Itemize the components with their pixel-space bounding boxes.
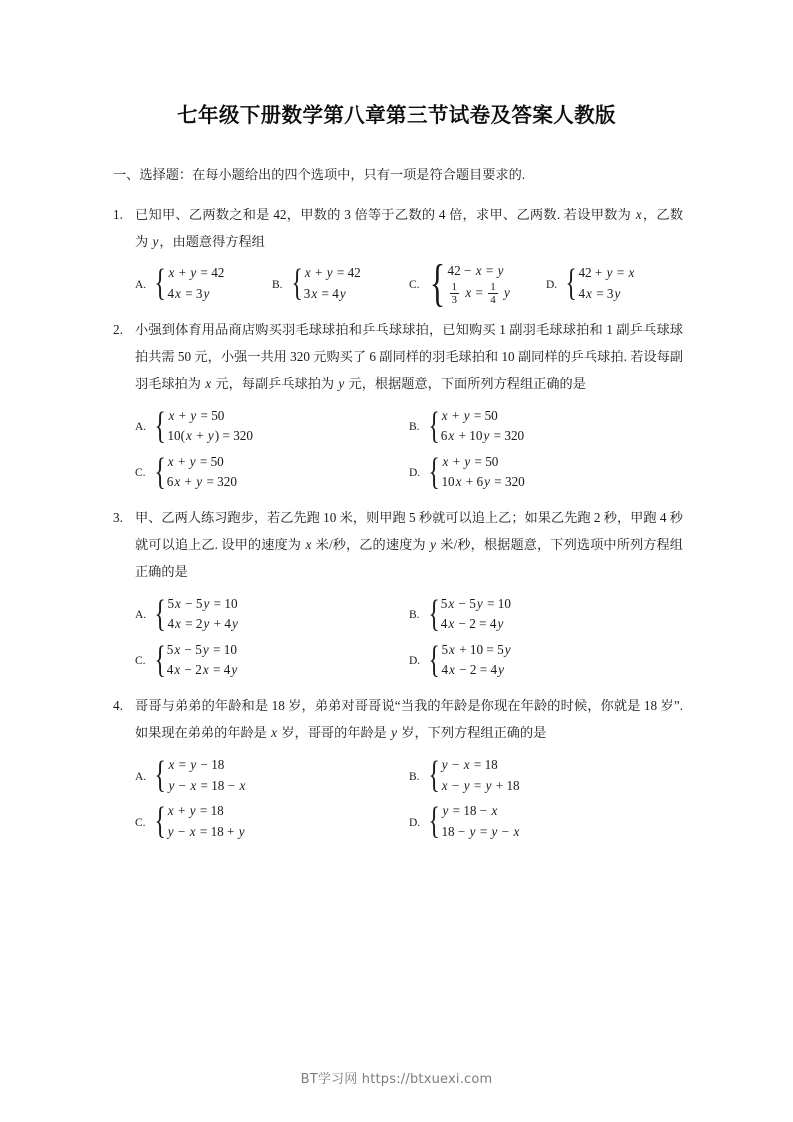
equation-line: $\frac{1}{3}$ x = $\frac{1}{4}$ y — [451, 280, 510, 307]
equation-line: y = 18 − x — [442, 803, 498, 819]
equation-system — [151, 263, 224, 304]
equation-system — [151, 452, 237, 493]
equation-lines — [441, 755, 520, 796]
equation-line: 3x = 4y — [303, 285, 346, 301]
equation-line: y − x = 18 — [441, 757, 498, 773]
question-4 — [113, 692, 683, 844]
equation-lines — [304, 263, 361, 304]
option-label: A. — [135, 421, 147, 434]
equation-system — [562, 263, 635, 304]
equation-lines — [448, 261, 511, 307]
option-label: B. — [272, 278, 283, 291]
equation-lines — [167, 452, 237, 493]
question-3 — [113, 504, 683, 683]
option-label: C. — [409, 278, 420, 291]
equation-line: 10(x + y) = 320 — [167, 428, 253, 444]
question-text: 小强到体育用品商店购买羽毛球球拍和乒乓球球拍，已知购买 1 副羽毛球球拍和 1 副乒乓球球拍共需 50 元，小强一共用 320 元购买了 6 副同样的羽毛球拍和 10 副同样的乒乓球拍. 若设每副羽毛球拍为 x 元，每副乒乓球拍为 y 元，根据题意，下面所列方程组正确的是 — [135, 322, 683, 392]
equation-system — [151, 755, 246, 796]
equation-system — [151, 801, 246, 842]
option-b[interactable] — [409, 753, 683, 799]
option-group — [135, 591, 683, 683]
option-a[interactable] — [135, 591, 409, 637]
equation-system — [425, 640, 511, 681]
equation-lines — [167, 594, 238, 635]
left-brace-icon: { — [154, 799, 166, 842]
equation-lines — [441, 801, 520, 842]
left-brace-icon: { — [428, 404, 440, 447]
option-row — [135, 637, 683, 683]
equation-line: x + y = 18 — [167, 803, 224, 819]
equation-line: 5x − 5y = 10 — [167, 595, 238, 611]
option-b[interactable] — [409, 591, 683, 637]
option-label: A. — [135, 770, 147, 783]
equation-system — [425, 594, 511, 635]
equation-system — [151, 640, 239, 681]
left-brace-icon: { — [565, 262, 577, 305]
option-d[interactable] — [546, 261, 683, 307]
left-brace-icon: { — [154, 404, 166, 447]
option-row — [135, 799, 683, 845]
equation-line: 4x = 3y — [578, 285, 621, 301]
section-heading: 一、选择题：在每小题给出的四个选项中，只有一项是符合题目要求的. — [113, 167, 526, 182]
question-text: 已知甲、乙两数之和是 42，甲数的 3 倍等于乙数的 4 倍，求甲、乙两数. 若设甲数为 x，乙数为 y，由题意得方程组 — [135, 206, 684, 249]
option-group — [135, 254, 683, 312]
equation-system — [425, 755, 520, 796]
equation-line: x + y = 50 — [168, 407, 225, 423]
equation-line: 4x − 2x = 4y — [166, 662, 238, 678]
question-number: 1. — [113, 206, 123, 222]
equation-line: y − x = 18 + y — [167, 823, 245, 839]
question-number: 4. — [113, 698, 123, 714]
option-label: B. — [409, 421, 420, 434]
equation-lines — [167, 801, 246, 842]
equation-line: 42 − x = y — [447, 262, 504, 278]
equation-system — [151, 406, 253, 447]
equation-line: x = y − 18 — [168, 757, 225, 773]
page-title: 七年级下册数学第八章第三节试卷及答案人教版 — [177, 105, 616, 127]
left-brace-icon: { — [428, 638, 440, 681]
equation-line: 10x + 6y = 320 — [441, 474, 525, 490]
document-body — [113, 165, 683, 854]
option-c[interactable] — [409, 254, 546, 312]
question-list — [113, 201, 683, 845]
equation-line: x + y = 50 — [167, 453, 224, 469]
equation-line: 42 + y = x — [578, 265, 635, 281]
equation-line: 6x + y = 320 — [166, 474, 237, 490]
option-label: C. — [135, 467, 146, 480]
equation-line: 5x − 5y = 10 — [440, 595, 511, 611]
option-d[interactable] — [409, 637, 683, 683]
option-label: C. — [135, 816, 146, 829]
equation-line: 4x − 2 = 4y — [441, 662, 504, 678]
equation-system — [425, 452, 525, 493]
option-c[interactable] — [135, 799, 409, 845]
equation-system — [425, 406, 525, 447]
left-brace-icon: { — [154, 638, 166, 681]
equation-line: 6x + 10y = 320 — [440, 428, 525, 444]
equation-lines — [167, 755, 246, 796]
equation-line: 4x = 2y + 4y — [167, 616, 238, 632]
question-stem — [113, 316, 683, 397]
equation-lines — [441, 452, 524, 493]
option-a[interactable] — [135, 753, 409, 799]
equation-lines — [441, 594, 511, 635]
equation-lines — [167, 406, 253, 447]
equation-line: x − y = y + 18 — [441, 777, 520, 793]
footer-watermark: BT学习网 https://btxuexi.com — [300, 1072, 493, 1087]
option-label: A. — [135, 609, 147, 622]
question-stem — [113, 504, 683, 585]
equation-line: 5x + 10 = 5y — [441, 641, 511, 657]
equation-line: 4x = 3y — [167, 285, 210, 301]
equation-line: x + y = 50 — [442, 453, 499, 469]
option-label: B. — [409, 609, 420, 622]
equation-system — [425, 801, 520, 842]
equation-lines — [167, 640, 238, 681]
option-row — [135, 753, 683, 799]
left-brace-icon: { — [154, 592, 166, 635]
left-brace-icon: { — [428, 450, 440, 493]
option-label: D. — [409, 655, 421, 668]
left-brace-icon: { — [154, 450, 166, 493]
equation-lines — [578, 263, 635, 304]
option-a[interactable] — [135, 403, 409, 449]
option-group — [135, 753, 683, 845]
equation-system — [288, 263, 361, 304]
equation-lines — [441, 640, 511, 681]
equation-line: y − x = 18 − x — [168, 777, 246, 793]
question-text: 哥哥与弟弟的年龄和是 18 岁，弟弟对哥哥说“当我的年龄是你现在年龄的时候，你就是 18 岁”. 如果现在弟弟的年龄是 x 岁，哥哥的年龄是 y 岁，下列方程组正确的是 — [135, 698, 683, 741]
question-number: 2. — [113, 322, 123, 337]
equation-lines — [167, 263, 224, 304]
left-brace-icon: { — [428, 592, 440, 635]
option-label: A. — [135, 278, 147, 291]
left-brace-icon: { — [429, 254, 445, 312]
option-b[interactable] — [409, 403, 683, 449]
question-stem — [113, 201, 683, 255]
left-brace-icon: { — [428, 799, 440, 842]
option-row — [135, 403, 683, 449]
question-number: 3. — [113, 510, 123, 526]
option-c[interactable] — [135, 449, 409, 495]
option-label: D. — [409, 467, 421, 480]
equation-lines — [441, 406, 524, 447]
option-label: C. — [135, 655, 146, 668]
option-row — [135, 591, 683, 637]
option-d[interactable] — [409, 799, 683, 845]
option-c[interactable] — [135, 637, 409, 683]
equation-line: 18 − y = y − x — [441, 823, 520, 839]
equation-line: x + y = 42 — [168, 265, 225, 281]
equation-line: 5x − 5y = 10 — [166, 641, 237, 657]
option-label: B. — [409, 770, 420, 783]
equation-line: x + y = 42 — [304, 265, 361, 281]
option-a[interactable] — [135, 261, 272, 307]
option-row — [135, 254, 683, 312]
equation-line: 4x − 2 = 4y — [440, 616, 504, 632]
left-brace-icon: { — [154, 262, 166, 305]
left-brace-icon: { — [291, 262, 303, 305]
option-label: D. — [546, 278, 558, 291]
left-brace-icon: { — [428, 753, 440, 796]
equation-line: x + y = 50 — [441, 407, 498, 423]
question-stem — [113, 692, 683, 746]
option-d[interactable] — [409, 449, 683, 495]
equation-system — [425, 254, 511, 312]
question-1 — [113, 201, 684, 312]
left-brace-icon: { — [154, 753, 166, 796]
option-b[interactable] — [272, 261, 409, 307]
option-label: D. — [409, 816, 421, 829]
question-text: 甲、乙两人练习跑步，若乙先跑 10 米，则甲跑 5 秒就可以追上乙；如果乙先跑 2 秒，甲跑 4 秒就可以追上乙. 设甲的速度为 x 米/秒，乙的速度为 y 米/秒，根据题意，下列选项中所列方程组正确的是 — [135, 510, 683, 580]
option-group — [135, 403, 683, 495]
equation-system — [151, 594, 239, 635]
question-2 — [113, 316, 683, 495]
option-row — [135, 449, 683, 495]
